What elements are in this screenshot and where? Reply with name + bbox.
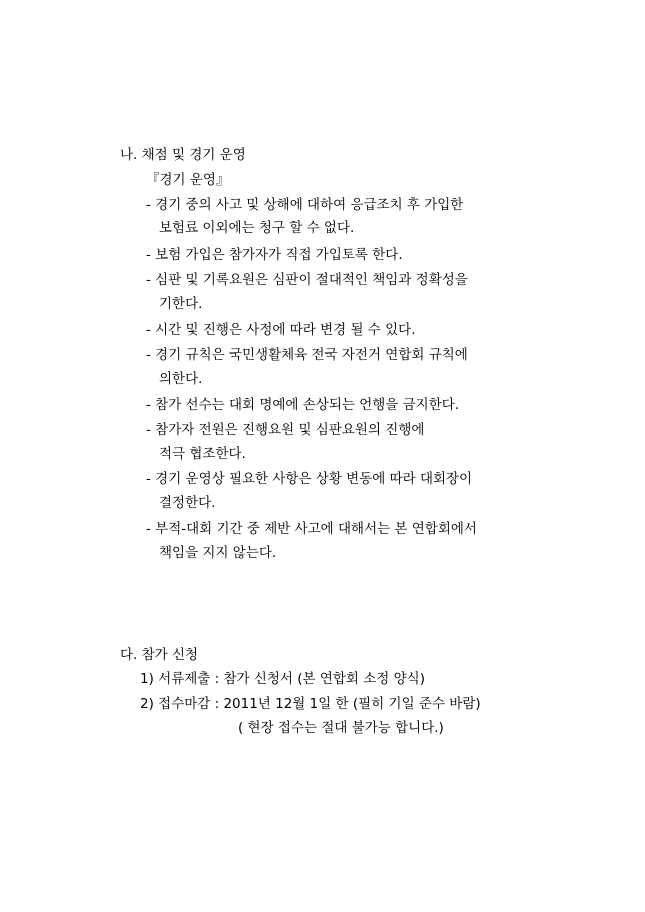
- submission-deadline: 2) 접수마감 : 2011년 12월 1일 한 (필히 기일 준수 바람): [140, 696, 481, 712]
- list-item-5-line-2: 의한다.: [159, 371, 203, 387]
- section-heading-na: 나. 채점 및 경기 운영: [120, 147, 246, 163]
- list-item-7-line-2: 적극 협조한다.: [159, 446, 246, 462]
- list-item-3-line-2: 기한다.: [159, 296, 203, 312]
- list-item-1-line-2: 보험료 이외에는 청구 할 수 없다.: [159, 220, 355, 236]
- list-item-8-line-1: - 경기 운영상 필요한 사항은 상황 변동에 따라 대회장이: [146, 471, 473, 487]
- list-item-5-line-1: - 경기 규칙은 국민생활체육 전국 자전거 연합회 규칙에: [146, 347, 468, 363]
- list-item-3-line-1: - 심판 및 기록요원은 심판이 절대적인 책임과 정확성을: [146, 272, 468, 288]
- list-item-1-line-1: - 경기 중의 사고 및 상해에 대하여 응급조치 후 가입한: [146, 197, 464, 213]
- list-item-6: - 참가 선수는 대회 명예에 손상되는 언행을 금지한다.: [146, 397, 460, 413]
- section-heading-da: 다. 참가 신청: [120, 647, 199, 663]
- list-item-7-line-1: - 참가자 전원은 진행요원 및 심판요원의 진행에: [146, 422, 425, 438]
- subheading-game-operation: 『경기 운영』: [146, 172, 230, 188]
- list-item-8-line-2: 결정한다.: [159, 495, 216, 511]
- submission-documents: 1) 서류제출 : 참가 신청서 (본 연합회 소정 양식): [140, 671, 425, 687]
- list-item-9-line-2: 책임을 지지 않는다.: [159, 545, 277, 561]
- onsite-registration-note: ( 현장 접수는 절대 불가능 합니다.): [238, 720, 444, 736]
- list-item-4: - 시간 및 진행은 사정에 따라 변경 될 수 있다.: [146, 322, 416, 338]
- list-item-2: - 보험 가입은 참가자가 직접 가입토록 한다.: [146, 247, 403, 263]
- list-item-9-line-1: - 부적-대회 기간 중 제반 사고에 대해서는 본 연합회에서: [146, 521, 477, 537]
